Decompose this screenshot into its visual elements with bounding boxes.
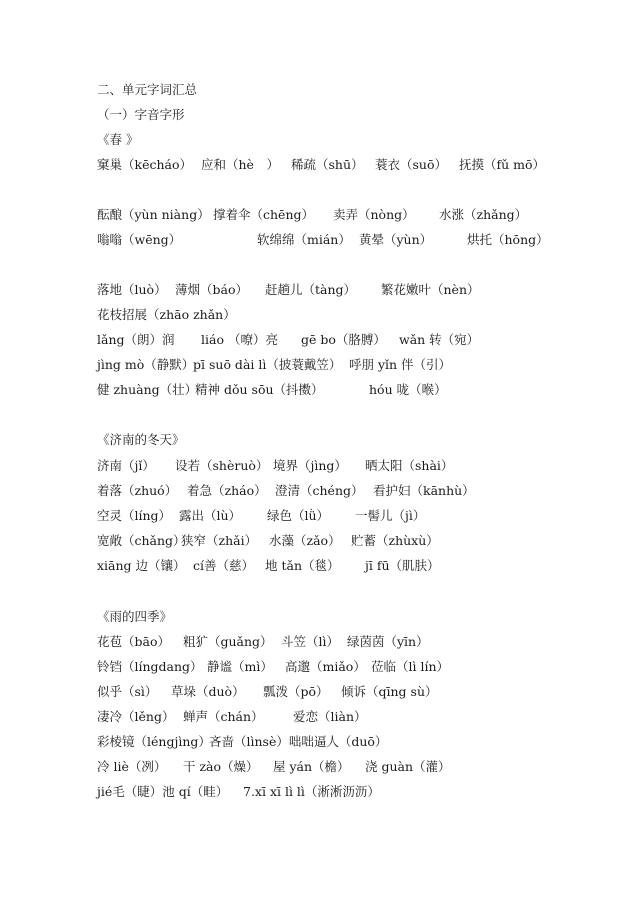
vocab-entry: 着落（zhuó） [97,483,178,498]
vocab-entry: 繁花嫩叶（nèn） [381,282,480,297]
vocab-entry: 露出（lù） [179,508,242,523]
vocab-entry: 绿茵茵（yīn） [347,634,429,649]
vocab-entry: jī fū（肌肤） [365,558,440,573]
vocab-entry: gē bo（胳膊） [301,332,386,347]
vocab-entry: 干 zào（燥） [183,759,259,774]
vocab-entry: wǎn 转（宛） [399,332,480,347]
vocab-entry: 看护妇（kānhù） [373,483,475,498]
vocab-entry: 绿色（lǜ） [267,508,330,523]
vocab-entry: 花苞（bāo） [97,634,170,649]
vocab-entry: 狭窄（zhǎi） [181,533,258,548]
vocab-entry: 空灵（líng） [97,508,172,523]
vocab-entry: 瓢泼（pō） [263,684,329,699]
vocab-entry: 地 tǎn（毯） [265,558,340,573]
vocab-entry: jìng mò（静默） [97,357,195,372]
vocab-entry: 吝啬（lìnsè）咄咄逼人（duō） [209,734,388,749]
vocab-entry: 7.xī xī lì lì（淅淅沥沥） [243,784,380,799]
vocab-entry: 黄晕（yùn） [359,232,433,247]
vocab-entry: 宽敞（chǎng） [97,533,186,548]
vocab-entry: 静谧（mì） [207,659,273,674]
vocab-entry: liáo （嘹）亮 [201,332,278,347]
vocab-entry: 水藻（zǎo） [269,533,341,548]
vocab-entry: 蓑衣（suō） [375,157,447,172]
vocab-entry: 粗犷（guǎng） [183,634,273,649]
vocab-entry: 冷 liè（冽） [97,759,167,774]
vocab-entry: 似乎（sì） [97,684,158,699]
vocab-entry: 爱恋（liàn） [293,709,367,724]
vocab-entry: 赶趟儿（tàng） [265,282,357,297]
vocab-entry: 晒太阳（shài） [365,458,454,473]
vocab-entry: 屋 yán（檐） [273,759,350,774]
vocab-entry: 健 zhuàng（壮） [97,382,198,397]
vocab-entry: 花枝招展（zhāo zhǎn） [97,307,236,322]
vocab-entry: 斗笠（lì） [281,634,339,649]
vocab-entry: 卖弄（nòng） [333,207,415,222]
vocab-entry: 抚摸（fǔ mō） [459,157,546,172]
vocab-entry: 着急（zháo） [187,483,267,498]
section-title-text: 二、单元字词汇总 [97,82,198,97]
vocab-entry: 撑着伞（chēng） [213,207,315,222]
vocab-entry: 软绵绵（mián） [257,232,351,247]
vocab-entry: 彩棱镜（léngjìng） [97,734,211,749]
vocab-entry: 浇 guàn（灌） [365,759,451,774]
vocab-entry: 澄清（chéng） [275,483,364,498]
vocab-entry: xiāng 边（镶） [97,558,186,573]
vocab-entry: 水涨（zhǎng） [439,207,528,222]
vocab-entry: 境界（jìng） [273,458,347,473]
lesson-heading: 《济南的冬天》 [97,432,185,447]
vocab-entry: jié毛（睫）池 qí（畦） [97,784,229,799]
vocab-entry: 莅临（lì lín） [371,659,450,674]
vocab-entry: 窠巢（kēcháo） [97,157,193,172]
vocab-entry: 呼朋 yǐn 伴（引） [349,357,452,372]
vocab-entry: hóu 咙（喉） [369,382,447,397]
vocab-entry: 设若（shèruò） [175,458,269,473]
vocab-entry: 济南（jǐ） [97,458,155,473]
vocab-entry: cí善（慈） [193,558,254,573]
vocab-entry: 凄冷（lěng） [97,709,175,724]
vocab-entry: 倾诉（qīng sù） [341,684,438,699]
vocab-entry: 精神 dǒu sōu（抖擞） [195,382,324,397]
vocab-entry: 烘托（hōng） [467,232,549,247]
vocab-entry: 铃铛（língdang） [97,659,203,674]
vocab-entry: 高邈（miǎo） [285,659,366,674]
vocab-entry: 一髻儿（jì） [355,508,426,523]
vocab-entry: 薄烟（báo） [175,282,248,297]
vocab-entry: 贮蓄（zhùxù） [351,533,439,548]
vocab-entry: 应和（hè ） [201,157,279,172]
vocab-entry: pī suō dài lì（披蓑戴笠） [193,357,342,372]
vocab-entry: 蝉声（chán） [183,709,264,724]
section-subtitle-text: （一）字音字形 [97,107,185,122]
vocab-entry: lǎng（朗）润 [97,332,175,347]
lesson-heading: 《春 》 [97,132,139,147]
lesson-heading: 《雨的四季》 [97,609,173,624]
vocab-entry: 落地（luò） [97,282,167,297]
vocab-entry: 稀疏（shū） [291,157,364,172]
vocab-entry: 草垛（duò） [171,684,245,699]
vocab-entry: 酝酿（yùn niàng） [97,207,210,222]
vocab-entry: 嗡嗡（wēng） [97,232,182,247]
